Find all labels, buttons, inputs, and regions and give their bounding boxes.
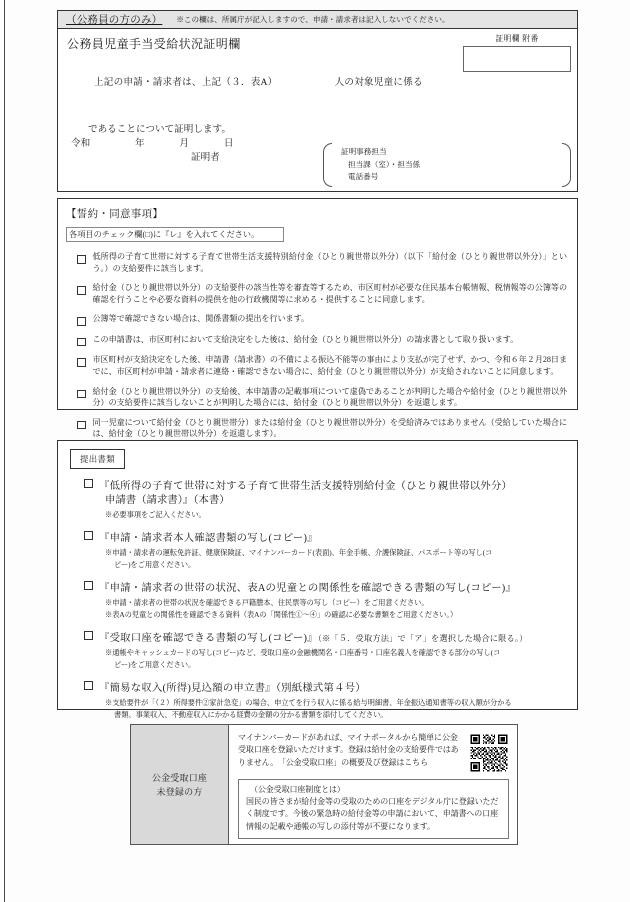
stamp-field-group <box>463 33 571 72</box>
civil-section-body <box>58 29 577 192</box>
document-checkbox-4[interactable] <box>84 631 93 640</box>
pledge-checkbox-2[interactable] <box>77 286 86 295</box>
document-checkbox-3[interactable] <box>84 581 93 590</box>
document-note-2a: ※申請・請求者の運転免許証、健康保険証、マイナンバーカード(表面)、年金手帳、介護保険証、パスポート等の写し(コ <box>105 547 493 557</box>
public-account-label-line2: 未登録の方 <box>156 786 203 797</box>
public-account-label-line1: 公金受取口座 <box>151 772 208 783</box>
civil-servant-certification-section <box>57 10 578 192</box>
pledge-checkbox-7[interactable] <box>77 421 86 430</box>
pledge-text-6: 給付金（ひとり親世帯以外分）の支給後、本申請書の記載事項について虚偽であることが判明した場合や給付金（ひとり親世帯以外分）の支給要件に該当しないことが判明した場合には、給付金（ひとり親世帯以外分）を返還します。 <box>92 386 567 408</box>
page-margin-rule <box>4 0 5 902</box>
document-head-text-1: 『低所得の子育て世帯に対する子育て世帯生活支援特別給付金（ひとり親世帯以外分） <box>99 481 513 492</box>
cert-line-a: 上記の申請・請求者は、上記（３．表A） <box>94 77 278 88</box>
civil-section-header <box>58 11 577 29</box>
office-line-1: 証明事務担当 <box>341 147 387 156</box>
certification-line-1 <box>94 74 423 88</box>
submission-documents-tag: 提出書類 <box>70 449 125 469</box>
document-head-text-5: 『簡易な収入(所得)見込額の申立書』（別紙様式第４号） <box>99 682 366 694</box>
pledge-item[interactable] <box>66 282 567 305</box>
month-label: 月 <box>179 138 189 149</box>
document-head-1 <box>84 479 567 494</box>
document-checkbox-1[interactable] <box>84 479 93 488</box>
public-account-description-box <box>238 779 509 839</box>
document-note-5b <box>84 710 567 721</box>
pledge-checkbox-4[interactable] <box>77 338 86 347</box>
document-item-1[interactable] <box>70 479 567 521</box>
pledge-text-5: 市区町村が支給決定をした後、申請書（請求書）の不備による振込不能等の事由により支払が完了せず、かつ、令和６年２月28日までに、市区町村が申請・請求者に連絡・確認できない場合に、給付金（ひとり親世帯以外分）が支給されないことに同意します。 <box>92 355 567 376</box>
pledge-text-7: 同一児童について給付金（ひとり親世帯分）または給付金（ひとり親世帯以外分）を受給済みではありません（受給していた場合には、給付金（ひとり親世帯以外分）を返還します）。 <box>92 417 567 439</box>
pledge-title: 【誓約・同意事項】 <box>66 209 164 220</box>
document-note-4a: ※通帳やキャッシュカードの写し(コピー)など、受取口座の金融機関名・口座番号・口座名義人を確認できる部分の写し(コ <box>105 647 501 657</box>
document-head-text-4: 『受取口座を確認できる書類の写し(コピー)』 <box>99 632 318 644</box>
pledge-consent-section <box>57 198 578 439</box>
day-label: 日 <box>223 138 234 149</box>
pledge-item[interactable] <box>66 417 567 440</box>
public-account-sub-title: （公金受取口座制度とは） <box>250 785 345 794</box>
certification-office-text <box>341 146 420 184</box>
cert-line-b: 人の対象児童に係る <box>334 77 423 88</box>
era-label: 令和 <box>71 138 91 149</box>
pledge-item[interactable] <box>66 251 567 274</box>
document-checkbox-2[interactable] <box>84 531 93 540</box>
pledge-item[interactable] <box>66 334 567 347</box>
public-account-sub-body: 国民の皆さまが給付金等の受取のための口座をデジタル庁に登録いただく制度です。今後の緊急時の給付金等の申請において、申請書への口座情報の記載や通帳の写しの添付等が不要になります。 <box>246 797 499 831</box>
pledge-text-2: 給付金（ひとり親世帯以外分）の支給要件の該当性等を審査等するため、市区町村が必要な住民基本台帳情報、税情報等の公簿等の確認を行うことや必要な資料の提供を他の行政機関等に求める・提供することに同意します。 <box>92 283 567 304</box>
public-account-intro-row <box>238 732 509 773</box>
pledge-checkbox-list <box>66 251 567 440</box>
pledge-text-1: 低所得の子育て世帯に対する子育て世帯生活支援特別給付金（ひとり親世帯以外分）（以下「給付金（ひとり親世帯以外分）」という。）の支給要件に該当します。 <box>92 252 567 273</box>
document-head-text-2: 『申請・請求者本人確認書類の写し(コピー)』 <box>99 532 318 544</box>
civil-only-label: （公務員の方のみ） <box>66 15 163 26</box>
public-account-section <box>130 724 518 845</box>
document-checkbox-5[interactable] <box>84 681 93 690</box>
document-note-2b-text: ピー)をご用意ください。 <box>114 560 196 569</box>
pledge-text-3: 公簿等で確認できない場合は、関係書類の提出を行います。 <box>92 314 310 324</box>
document-note-1: ※必要事項をご記入ください。 <box>105 510 206 519</box>
pledge-checkbox-5[interactable] <box>77 358 86 367</box>
qr-code-svg <box>469 733 509 773</box>
document-head2-1: 申請書（請求書）』（本書） <box>105 495 230 506</box>
civil-section-title: 公務員児童手当受給状況証明欄 <box>67 37 241 51</box>
pledge-text-4: この申請書は、市区町村において支給決定をした後は、給付金（ひとり親世帯以外分）の請求書として取り扱います。 <box>92 334 519 344</box>
document-note-4b-text: ピー)をご用意ください。 <box>114 660 196 669</box>
document-note-5b-text: 書類、事業収入、不動産収入にかかる経費の金額の分かる書類を添付してください。 <box>114 710 388 719</box>
civil-header-note: ※この欄は、所属庁が記入しますので、申請・請求者は記入しないでください。 <box>176 15 450 24</box>
office-line-3: 電話番号 <box>348 172 379 182</box>
document-note-3a: ※申請・請求者の世帯の状況を確認できる戸籍謄本、住民票等の写し（コピー）をご用意ください。 <box>105 597 429 607</box>
public-account-label-cell <box>131 725 229 844</box>
document-note-5a: ※支給要件が「（２）所得要件②家計急変」の場合、申立てを行う収入に係る給与明細書、年金振込通知書等の収入額が分かる <box>105 697 512 707</box>
brace-right <box>562 143 571 187</box>
document-head-4 <box>84 631 567 646</box>
qr-code-icon[interactable] <box>469 733 509 773</box>
certification-date-line <box>71 135 233 149</box>
pledge-checkbox-6[interactable] <box>77 390 86 399</box>
stamp-input-box[interactable] <box>463 46 571 72</box>
year-label: 年 <box>135 138 145 149</box>
pledge-item[interactable] <box>66 313 567 326</box>
submission-documents-section <box>57 440 578 719</box>
document-item-4[interactable] <box>70 631 567 671</box>
document-head-3 <box>84 581 567 596</box>
office-line-2: 担当課（室）・担当係 <box>348 159 421 169</box>
public-account-body-cell <box>229 725 517 844</box>
document-note-4b <box>84 660 567 671</box>
document-note-2b <box>84 560 567 571</box>
stamp-label: 証明欄 附番 <box>495 34 539 43</box>
certifier-label: 証明者 <box>191 152 220 163</box>
pledge-instruction: 各項目のチェック欄(□)に『レ』を入れてください。 <box>66 227 284 242</box>
document-head-text-3: 『申請・請求者の世帯の状況、表Aの児童との関係性を確認できる書類の写し(コピー)』 <box>99 582 517 594</box>
certification-office-brace <box>323 143 571 187</box>
brace-left <box>323 143 332 187</box>
pledge-item[interactable] <box>66 354 567 377</box>
document-note-3b: ※表Aの児童との関係性を確認できる資料（表Aの「関係性①～④」の確認に必要な書類をご用意ください。） <box>105 610 458 619</box>
public-account-intro-text: マイナンバーカードがあれば、マイナポータルから簡単に公金受取口座を登録いただけます。登録は給付金の支給要件ではありません。 「公金受取口座」の概要及び登録はこちら <box>238 733 459 767</box>
document-head-small-4: （※「５．受取方法」で「ア」を選択した場合に限る。） <box>317 633 528 643</box>
certification-line-2: であることについて証明します。 <box>88 124 231 135</box>
document-item-3[interactable] <box>70 581 567 621</box>
document-item-2[interactable] <box>70 531 567 571</box>
document-item-5[interactable] <box>70 681 567 721</box>
pledge-checkbox-1[interactable] <box>77 255 86 264</box>
document-head-5 <box>84 681 567 696</box>
document-head-2 <box>84 531 567 546</box>
pledge-checkbox-3[interactable] <box>77 317 86 326</box>
pledge-item[interactable] <box>66 386 567 409</box>
